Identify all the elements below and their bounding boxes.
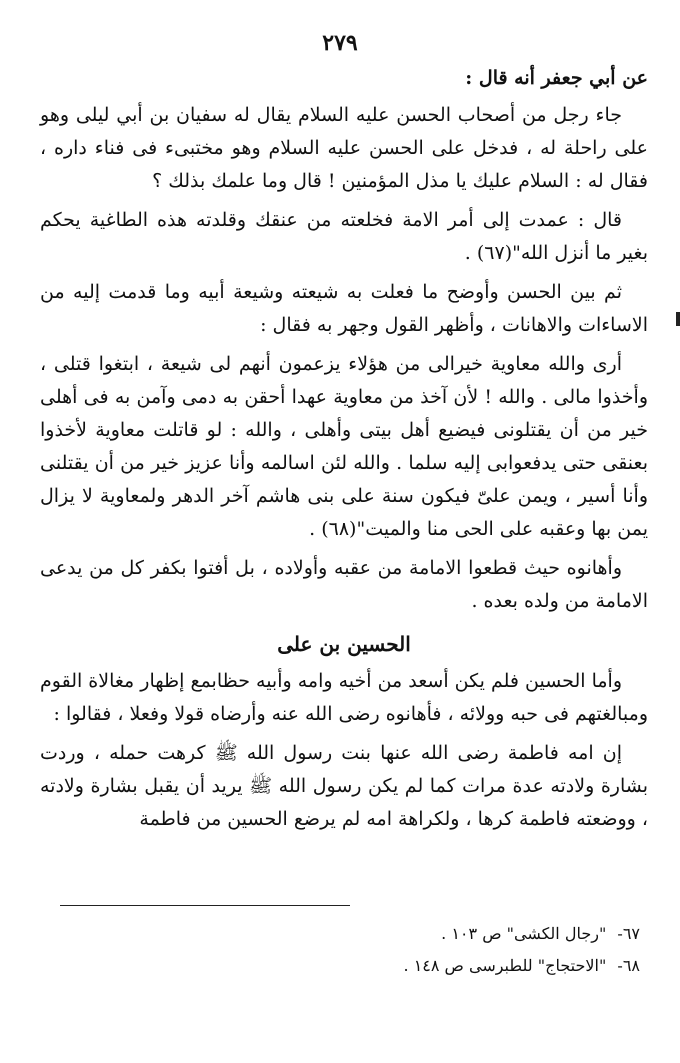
footnotes (40, 918, 640, 982)
narration-intro: عن أبي جعفر أنه قال : (465, 67, 648, 89)
paragraph: وأما الحسين فلم يكن أسعد من أخيه وامه وأبيه حظابمع إظهار مغالاة القوم ومبالغتهم فى حبه وولائه ، فأهانوه رضى الله عنه وأرضاه قولا وفعلا ، فقالوا : (40, 670, 648, 725)
paragraph: أرى والله معاوية خيرالى من هؤلاء يزعمون أنهم لى شيعة ، ابتغوا قتلى ، وأخذوا مالى . والله ! لأن آخذ من معاوية عهدا أحقن به دمى وآمن به فى أهلى خير من أن يقتلونى فيضيع أهل بيتى وأهلى ، والله : لو قاتلت معاوية لأخذوا بعنقى حتى يدفعوابى إليه سلما . والله لئن اسالمه وأنا عزيز خير من أن يقتلنى وأنا أسير ، ويمن علىّ فيكون سنة على بنى هاشم آخر الدهر ولمعاوية لا يزال يمن بها وعقبه على الحى منا والميت"(٦٨) . (40, 353, 648, 540)
paragraph: ثم بين الحسن وأوضح ما فعلت به شيعته وشيعة أبيه وما قدمت إليه من الاساءات والاهانات ، وأظهر القول وجهر به فقال : (40, 281, 648, 336)
footnote-number: ٦٧- (617, 924, 640, 943)
paragraph: إن امه فاطمة رضى الله عنها بنت رسول الله ﷺ كرهت حمله ، وردت بشارة ولادته عدة مرات كما لم يكن رسول الله ﷺ يريد أن يقبل بشارة ولادته ، ووضعته فاطمة كرها ، ولكراهة امه لم يرضع الحسين من فاطمة (40, 742, 648, 830)
scan-edge-mark (676, 312, 680, 326)
footnote-number: ٦٨- (617, 956, 640, 975)
footnote (40, 918, 640, 950)
footnote-text: "رجال الكشى" ص ١٠٣ . (441, 924, 607, 943)
paragraph: قال : عمدت إلى أمر الامة فخلعته من عنقك وقلدته هذه الطاغية يحكم بغير ما أنزل الله"(٦٧) . (40, 209, 648, 264)
paragraph: وأهانوه حيث قطعوا الامامة من عقبه وأولاده ، بل أفتوا بكفر كل من يدعى الامامة من ولده بعده . (40, 557, 648, 612)
footnote-divider (60, 905, 350, 906)
footnote (40, 950, 640, 982)
main-text (40, 62, 648, 842)
footnote-text: "الاحتجاج" للطبرسى ص ١٤٨ . (403, 956, 607, 975)
page-number: ٢٧٩ (322, 30, 358, 56)
paragraph: جاء رجل من أصحاب الحسن عليه السلام يقال له سفيان بن أبي ليلى وهو على راحلة له ، فدخل على الحسن عليه السلام وهو مختبىء فى فناء داره ، فقال له : السلام عليك يا مذل المؤمنين ! قال وما علمك بذلك ؟ (40, 104, 648, 192)
section-heading: الحسين بن على (277, 632, 411, 656)
